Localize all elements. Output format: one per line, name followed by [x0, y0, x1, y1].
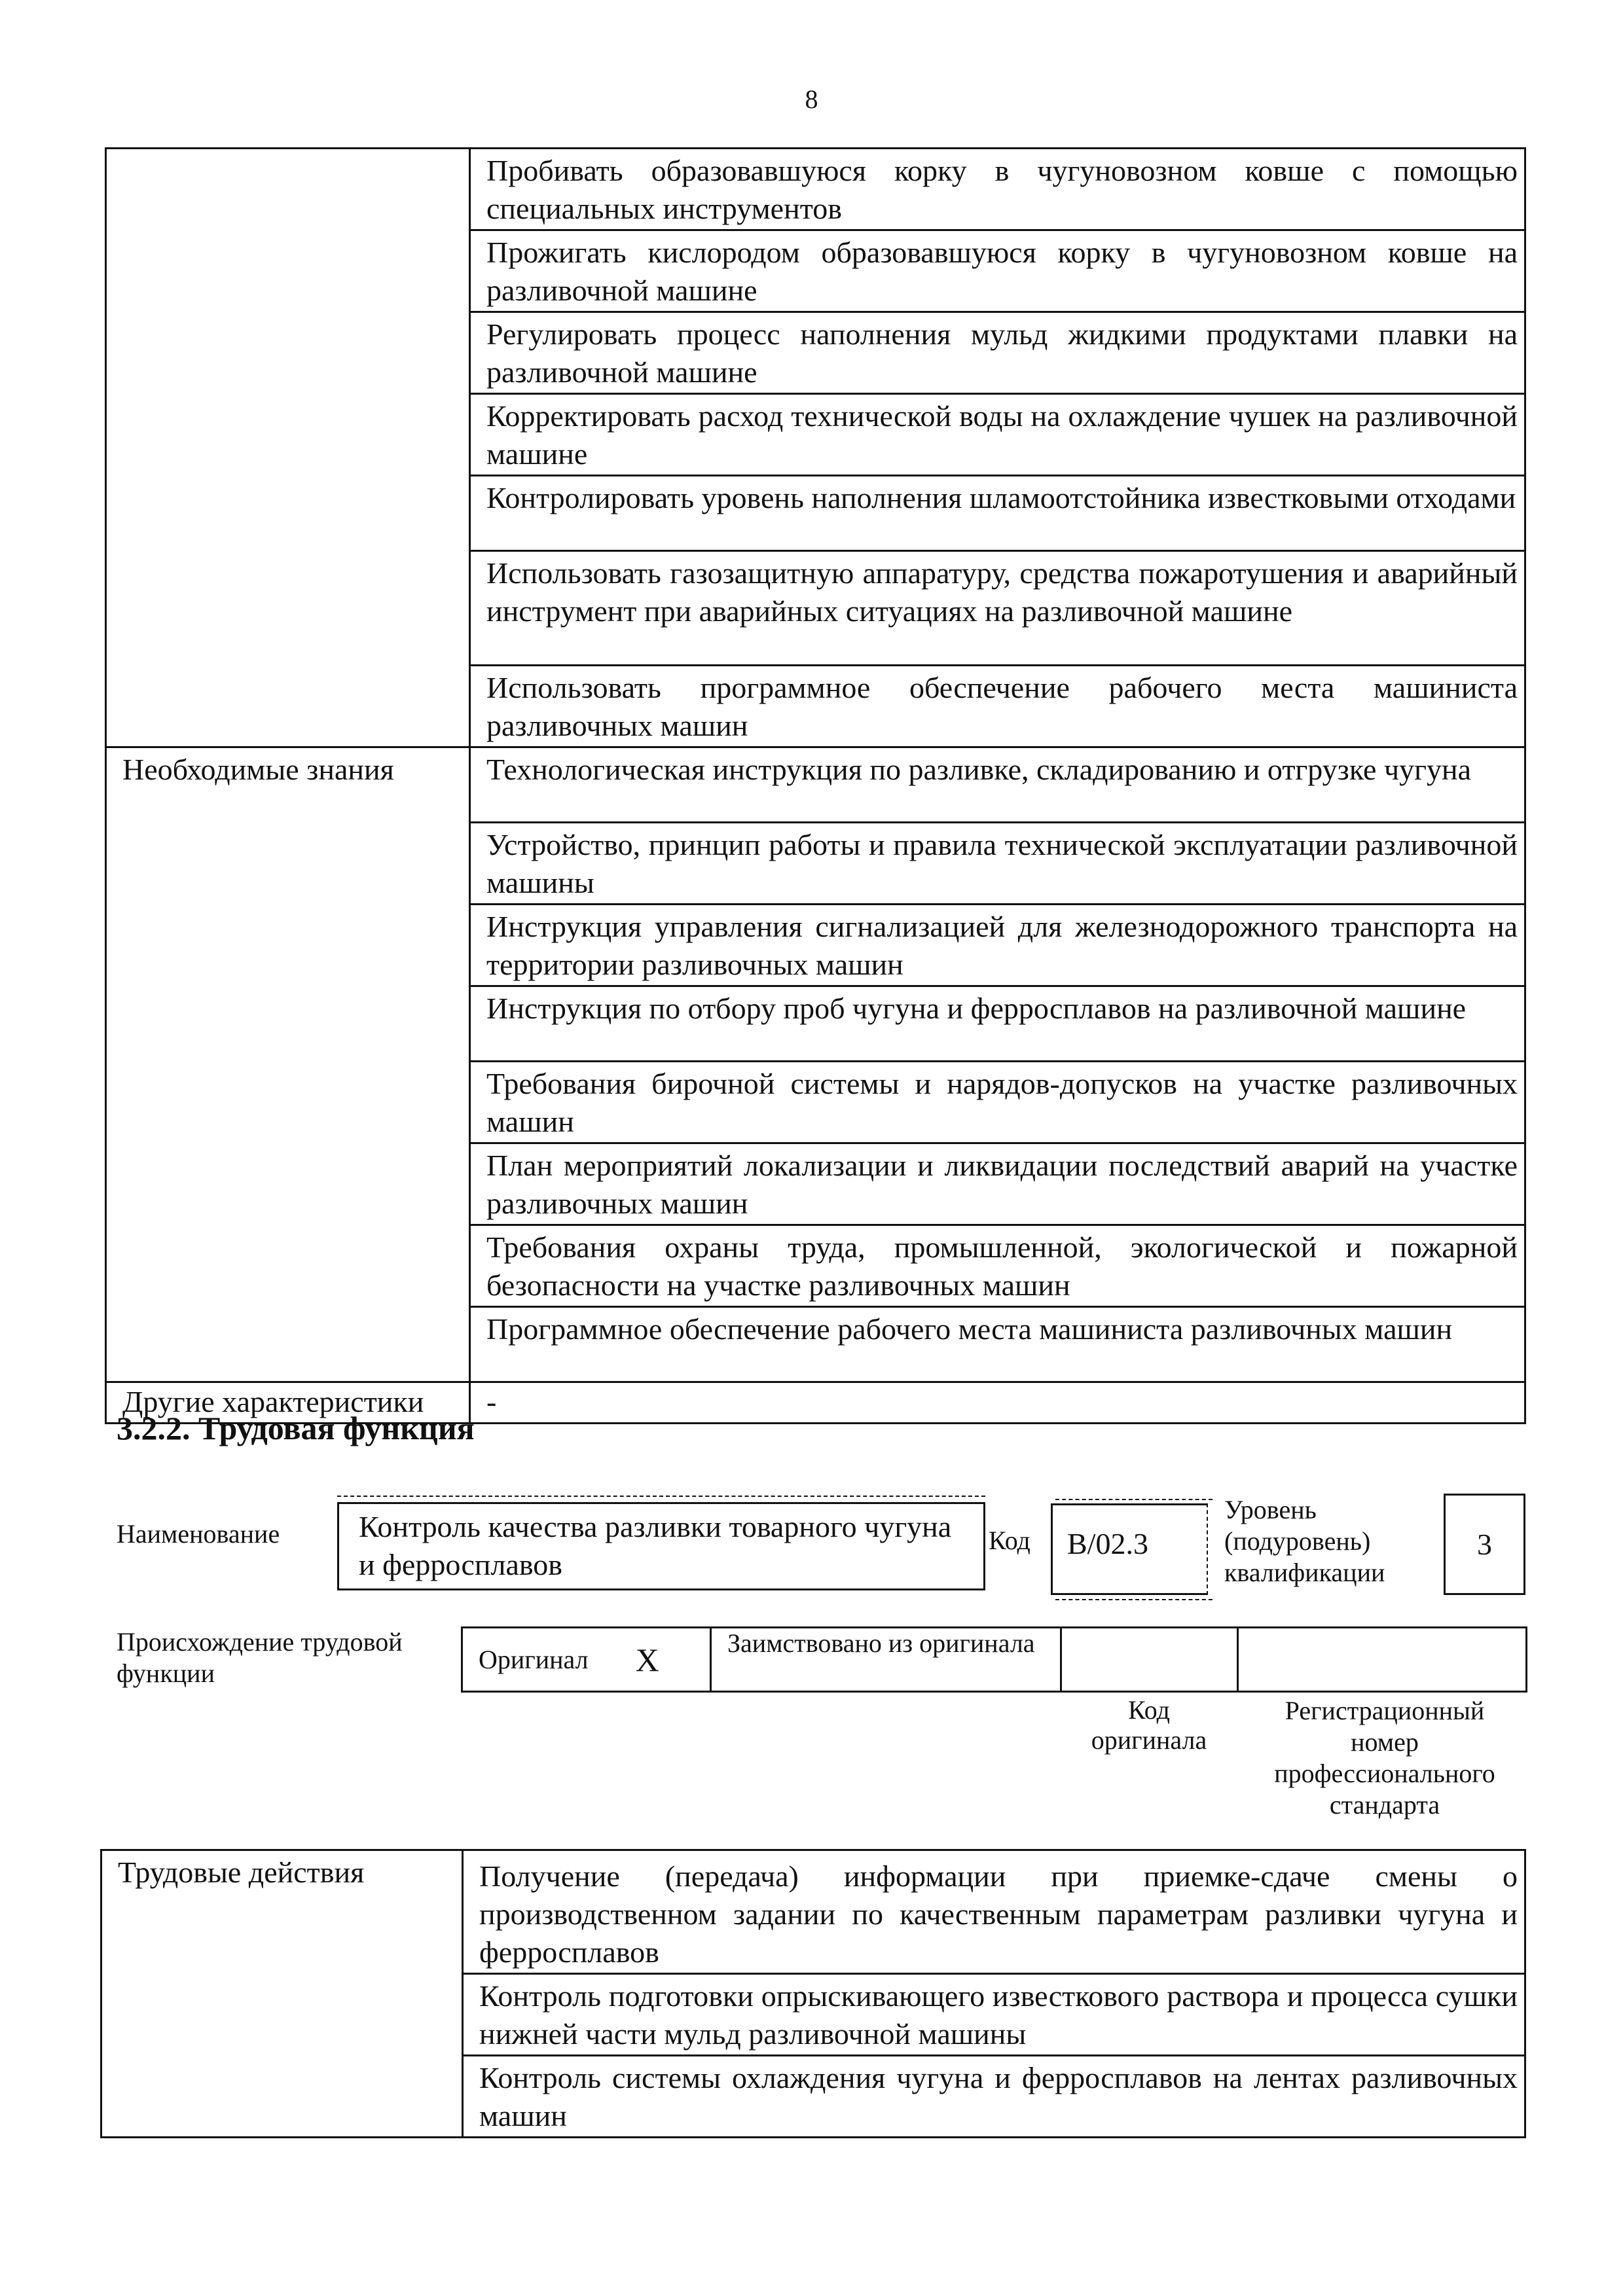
origin-table	[461, 1626, 1527, 1693]
knowledge-row: Требования охраны труда, промышленной, экологической и пожарной безопасности на участке разливочных машин	[486, 1230, 1518, 1302]
reg-number-caption: Регистрационный номер профессионального стандарта	[1274, 1696, 1495, 1820]
level-label: Уровень (подуровень) квалификации	[1224, 1495, 1385, 1587]
original-mark: X	[635, 1641, 659, 1678]
knowledge-row: Программное обеспечение рабочего места машиниста разливочных машин	[486, 1312, 1453, 1346]
level-box	[1444, 1494, 1525, 1595]
skill-row: Использовать программное обеспечение рабочего места машиниста разливочных машин	[486, 671, 1518, 742]
name-label: Наименование	[117, 1519, 280, 1549]
skills-knowledge-table	[105, 147, 1526, 1424]
skill-row: Использовать газозащитную аппаратуру, средства пожаротушения и аварийный инструмент при аварийных ситуациях на разливочной машине	[486, 556, 1518, 628]
knowledge-label: Необходимые знания	[122, 753, 394, 786]
other-characteristics-value: -	[486, 1385, 497, 1418]
section-heading: 3.2.2. Трудовая функция	[117, 1410, 475, 1446]
labor-action-row: Контроль подготовки опрыскивающего известкового раствора и процесса сушки нижней части мульд разливочной машины	[479, 1979, 1518, 2051]
page-number: 8	[805, 84, 818, 114]
skill-row: Контролировать уровень наполнения шламоотстойника известковыми отходами	[486, 481, 1516, 514]
code-value: B/02.3	[1067, 1527, 1148, 1560]
name-box	[337, 1502, 985, 1590]
origin-label: Происхождение трудовой функции	[117, 1627, 403, 1688]
code-label: Код	[989, 1526, 1030, 1555]
knowledge-row: Инструкция управления сигнализацией для железнодорожного транспорта на территории разливочных машин	[486, 910, 1518, 981]
labor-actions-table	[100, 1849, 1526, 2138]
name-value: Контроль качества разливки товарного чугуна и ферросплавов	[359, 1510, 952, 1581]
knowledge-row: Устройство, принцип работы и правила технической эксплуатации разливочной машины	[486, 828, 1518, 899]
labor-actions-label: Трудовые действия	[118, 1856, 365, 1889]
knowledge-row: Инструкция по отбору проб чугуна и ферросплавов на разливочной машине	[486, 992, 1467, 1025]
borrowed-label: Заимствовано из оригинала	[727, 1628, 1035, 1658]
skill-row: Регулировать процесс наполнения мульд жидкими продуктами плавки на разливочной машине	[486, 317, 1518, 389]
labor-action-row: Контроль системы охлаждения чугуна и ферросплавов на лентах разливочных машин	[479, 2061, 1518, 2132]
knowledge-row: План мероприятий локализации и ликвидации последствий аварий на участке разливочных машин	[486, 1149, 1518, 1220]
knowledge-row: Требования бирочной системы и нарядов-допусков на участке разливочных машин	[486, 1067, 1518, 1138]
original-code-cell	[1061, 1628, 1238, 1692]
other-characteristics-label: Другие характеристики	[122, 1385, 424, 1418]
code-original-caption: Код оригинала	[1091, 1695, 1207, 1755]
skill-row: Прожигать кислородом образовавшуюся корку в чугуновозном ковше на разливочной машине	[486, 236, 1518, 307]
reg-number-cell	[1238, 1628, 1527, 1692]
knowledge-row: Технологическая инструкция по разливке, складированию и отгрузке чугуна	[486, 753, 1472, 786]
code-box-right-dash	[1207, 1503, 1208, 1595]
skills-label-cell	[106, 149, 470, 747]
skill-row: Корректировать расход технической воды на охлаждение чушек на разливочной машине	[486, 399, 1518, 471]
code-box-top-dash	[1055, 1499, 1213, 1500]
labor-action-row: Получение (передача) информации при приемке-сдаче смены о производственном задании по качественным параметрам разливки чугуна и ферросплавов	[479, 1859, 1518, 1969]
code-box-bottom-dash	[1055, 1599, 1213, 1600]
code-box	[1051, 1503, 1207, 1595]
level-value: 3	[1477, 1528, 1492, 1561]
original-label: Оригинал	[479, 1644, 589, 1674]
name-box-top-dash	[337, 1496, 985, 1497]
skill-row: Пробивать образовавшуюся корку в чугуновозном ковше с помощью специальных инструментов	[486, 154, 1518, 225]
